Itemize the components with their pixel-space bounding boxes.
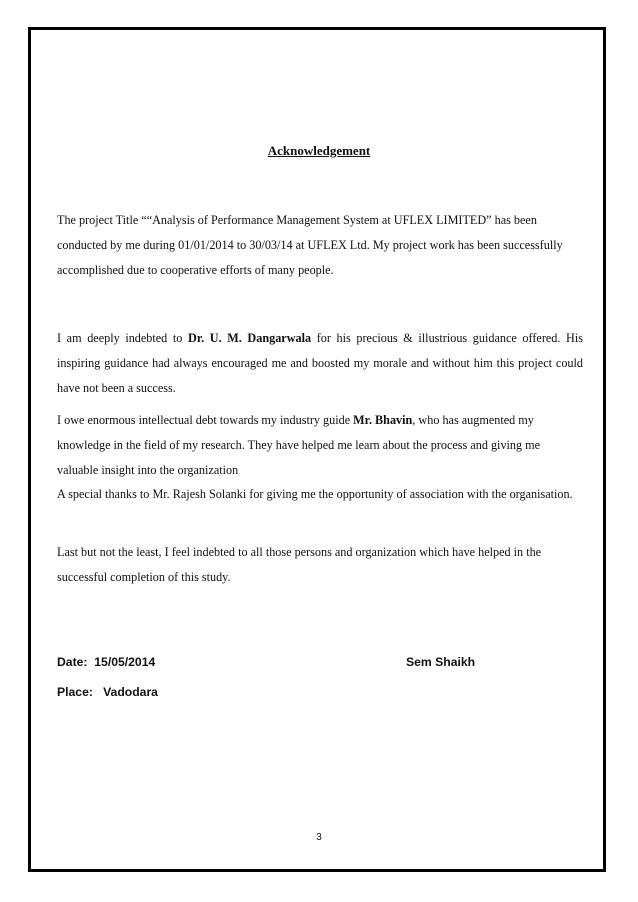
paragraph-project-title: The project Title ““Analysis of Performance Management System at UFLEX LIMITED” has been conducted by me during 01/01/2014 to 30/03/14 at UFLEX Ltd. My project work has been successfully accomplished due to cooperative efforts of many people. [57,213,563,277]
paragraph-industry-guide [57,408,583,483]
paragraph-text: , who has augmented my knowledge in the field of my research. They have helped me learn about the process and giving me valuable insight into the organization [57,413,541,477]
paragraph-text: I owe enormous intellectual debt towards my industry guide [57,413,354,427]
paragraph-closing: Last but not the least, I feel indebted to all those persons and organization which have helped in the successful completion of this study. [57,545,542,584]
date-value: 15/05/2014 [94,655,156,669]
guide-name: Dr. U. M. Dangarwala [188,331,312,345]
page-title: Acknowledgement [267,143,371,158]
page-number: 3 [316,832,322,843]
date-label: Date: [57,655,88,669]
place-line [57,685,158,699]
signature-name: Sem Shaikh [406,655,476,669]
date-line [57,655,155,669]
place-value: Vadodara [103,685,158,699]
paragraph-special-thanks: A special thanks to Mr. Rajesh Solanki for giving me the opportunity of association with the organisation. [57,487,573,501]
industry-guide-name: Mr. Bhavin [353,413,413,427]
paragraph-text: I am deeply indebted to [57,331,189,345]
place-label: Place: [57,685,93,699]
paragraph-text: for his precious & illustrious guidance offered. His inspiring guidance had always encouraged me and boosted my morale and without him this project could have not been a success. [57,331,583,395]
paragraph-guide-acknowledgement [57,326,583,401]
